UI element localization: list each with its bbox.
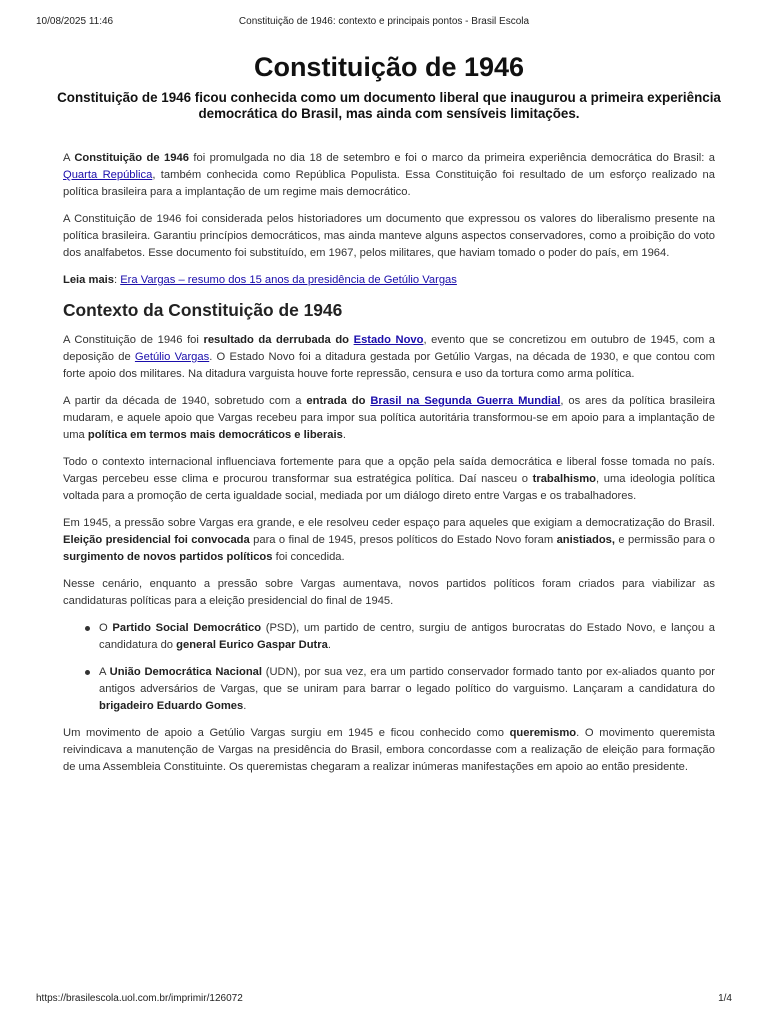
print-header	[36, 16, 732, 30]
article-subtitle: Constituição de 1946 ficou conhecida como um documento liberal que inaugurou a primeira experiência democrática do Brasil, mas ainda com sensíveis limitações.	[57, 90, 721, 121]
print-url: https://brasilescola.uol.com.br/imprimir/126072	[36, 993, 243, 1004]
link-era-vargas[interactable]: Era Vargas – resumo dos 15 anos da presidência de Getúlio Vargas	[120, 274, 457, 286]
bullet-icon	[85, 626, 90, 631]
parties-list	[63, 620, 715, 715]
article-content	[57, 50, 721, 786]
context-paragraph-2: A partir da década de 1940, sobretudo com a entrada do Brasil na Segunda Guerra Mundial, os ares da política brasileira mudaram, e aquele apoio que Vargas recebeu para impor sua política autoritária transformou-se em apoio para a implantação de uma política em termos mais democráticos e liberais.	[63, 395, 715, 441]
context-paragraph-6: Um movimento de apoio a Getúlio Vargas surgiu em 1945 e ficou conhecido como queremismo. O movimento queremista reivindicava a manutenção de Vargas na presidência do Brasil, embora concordasse com a realização de eleição para formação de uma Assembleia Constituinte. Os queremistas chegaram a realizar inúmeras manifestações em apoio ao então presidente.	[63, 727, 715, 773]
page-title: Constituição de 1946	[253, 52, 525, 82]
context-paragraph-5: Nesse cenário, enquanto a pressão sobre Vargas aumentava, novos partidos políticos foram criados para viabilizar as candidaturas políticas para a eleição presidencial do final de 1945.	[63, 578, 715, 607]
link-getulio-vargas[interactable]: Getúlio Vargas	[134, 351, 210, 363]
print-footer	[36, 993, 732, 1007]
intro-paragraph-2: A Constituição de 1946 foi considerada pelos historiadores um documento que expressou os valores do liberalismo presente na política brasileira. Garantiu princípios democráticos, mas ainda manteve alguns aspectos conservadores, como a proibição do voto dos analfabetos. Esse documento foi substituído, em 1967, pelos militares, que haviam tomado o poder do país, em 1964.	[63, 213, 715, 259]
link-estado-novo[interactable]: Estado Novo	[353, 334, 424, 346]
read-more: Leia mais: Era Vargas – resumo dos 15 anos da presidência de Getúlio Vargas	[63, 274, 457, 286]
list-item: A União Democrática Nacional (UDN), por sua vez, era um partido conservador formado tanto por ex-aliados quanto por antigos adversários de Vargas, que se uniram para barrar o legado político do varguismo. Lançaram a candidatura do brigadeiro Eduardo Gomes.	[63, 664, 715, 715]
print-datetime: 10/08/2025 11:46	[36, 16, 114, 27]
intro-paragraph-1: A Constituição de 1946 foi promulgada no dia 18 de setembro e foi o marco da primeira experiência democrática do Brasil: a Quarta República, também conhecida como República Populista. Essa Constituição foi resultado de um esforço realizado na política brasileira para a implantação de um regime mais democrático.	[63, 152, 715, 198]
section-title: Contexto da Constituição de 1946	[63, 300, 343, 320]
list-item: O Partido Social Democrático (PSD), um partido de centro, surgiu de antigos burocratas do Estado Novo, e lançou a candidatura do general Eurico Gaspar Dutra.	[63, 620, 715, 654]
bullet-icon	[85, 670, 90, 675]
context-paragraph-3: Todo o contexto internacional influenciava fortemente para que a opção pela saída democrática e liberal fosse tomada no país. Vargas percebeu esse clima e procurou transformar sua estratégica política. Daí nasceu o trabalhismo, uma ideologia política voltada para a promoção de certa igualdade social, mediada por um diálogo direto entre Vargas e os trabalhadores.	[63, 456, 715, 502]
context-paragraph-4: Em 1945, a pressão sobre Vargas era grande, e ele resolveu ceder espaço para aqueles que exigiam a democratização do Brasil. Eleição presidencial foi convocada para o final de 1945, presos políticos do Estado Novo foram anistiados, e permissão para o surgimento de novos partidos políticos foi concedida.	[63, 517, 716, 563]
print-tab-title: Constituição de 1946: contexto e principais pontos - Brasil Escola	[238, 16, 530, 27]
link-quarta-republica[interactable]: Quarta República	[63, 169, 153, 181]
context-paragraph-1: A Constituição de 1946 foi resultado da derrubada do Estado Novo, evento que se concretizou em outubro de 1945, com a deposição de Getúlio Vargas. O Estado Novo foi a ditadura gestada por Getúlio Vargas, na década de 1930, e que contou com forte apoio dos militares. Na ditadura varguista houve forte repressão, censura e uso da tortura como arma política.	[63, 334, 715, 380]
print-page-number: 1/4	[718, 993, 732, 1004]
link-segunda-guerra[interactable]: Brasil na Segunda Guerra Mundial	[370, 395, 561, 407]
read-more-label: Leia mais	[63, 274, 114, 286]
